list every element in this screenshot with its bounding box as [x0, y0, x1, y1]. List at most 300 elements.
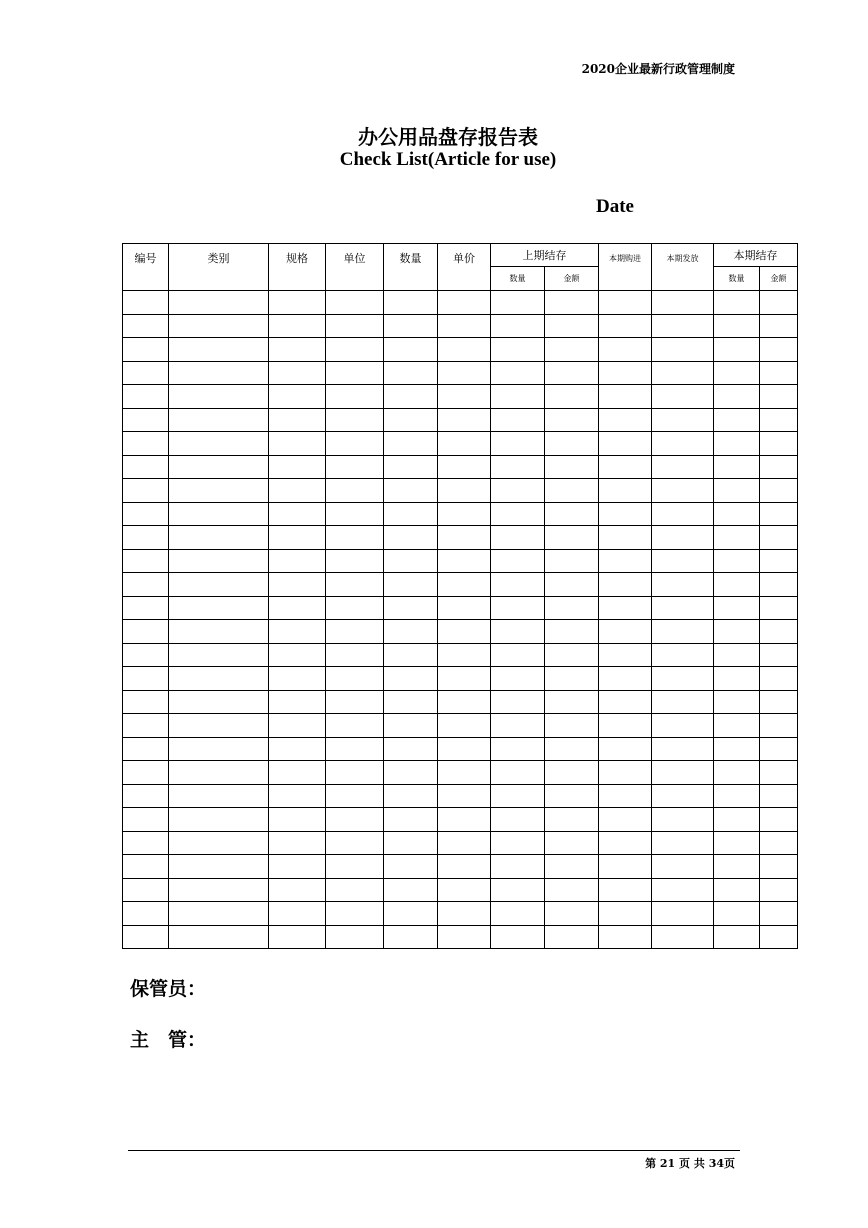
table-cell	[269, 737, 326, 761]
table-row	[123, 737, 798, 761]
table-cell	[652, 314, 714, 338]
table-cell	[491, 408, 545, 432]
table-cell	[123, 808, 169, 832]
table-row	[123, 761, 798, 785]
table-cell	[491, 596, 545, 620]
table-cell	[491, 643, 545, 667]
table-cell	[760, 737, 798, 761]
table-cell	[169, 902, 269, 926]
table-cell	[384, 408, 438, 432]
table-cell	[599, 526, 652, 550]
table-cell	[326, 925, 384, 949]
table-row	[123, 855, 798, 879]
table-cell	[491, 714, 545, 738]
table-cell	[169, 573, 269, 597]
table-cell	[326, 573, 384, 597]
table-cell	[384, 314, 438, 338]
table-row	[123, 784, 798, 808]
table-cell	[384, 361, 438, 385]
table-cell	[714, 432, 760, 456]
table-cell	[326, 667, 384, 691]
table-cell	[491, 784, 545, 808]
table-cell	[599, 408, 652, 432]
table-cell	[760, 573, 798, 597]
table-cell	[545, 314, 599, 338]
table-cell	[123, 549, 169, 573]
table-cell	[438, 667, 491, 691]
table-cell	[714, 361, 760, 385]
table-cell	[491, 855, 545, 879]
table-cell	[545, 338, 599, 362]
table-cell	[123, 502, 169, 526]
table-cell	[384, 784, 438, 808]
table-cell	[652, 737, 714, 761]
table-cell	[652, 455, 714, 479]
table-cell	[438, 479, 491, 503]
table-cell	[714, 455, 760, 479]
table-cell	[326, 502, 384, 526]
table-cell	[599, 855, 652, 879]
table-cell	[326, 808, 384, 832]
table-cell	[269, 761, 326, 785]
table-cell	[714, 385, 760, 409]
table-cell	[269, 338, 326, 362]
table-cell	[545, 620, 599, 644]
table-cell	[326, 596, 384, 620]
table-cell	[326, 831, 384, 855]
header-spec: 规格	[269, 244, 326, 291]
table-row	[123, 385, 798, 409]
table-cell	[545, 667, 599, 691]
table-cell	[123, 902, 169, 926]
table-cell	[652, 385, 714, 409]
table-cell	[491, 291, 545, 315]
table-cell	[652, 808, 714, 832]
table-cell	[269, 408, 326, 432]
table-cell	[326, 361, 384, 385]
table-row	[123, 455, 798, 479]
table-cell	[384, 385, 438, 409]
header-unit-price: 单价	[438, 244, 491, 291]
table-cell	[491, 549, 545, 573]
table-row	[123, 878, 798, 902]
table-cell	[438, 784, 491, 808]
table-cell	[599, 761, 652, 785]
table-cell	[384, 690, 438, 714]
table-cell	[545, 784, 599, 808]
table-cell	[326, 643, 384, 667]
table-cell	[169, 549, 269, 573]
table-row	[123, 925, 798, 949]
subheader-curr-amount: 金额	[760, 267, 798, 291]
table-cell	[652, 690, 714, 714]
header-prev-balance: 上期结存	[491, 244, 599, 267]
table-cell	[652, 761, 714, 785]
table-row	[123, 291, 798, 315]
table-cell	[438, 925, 491, 949]
table-cell	[652, 925, 714, 949]
table-cell	[652, 902, 714, 926]
table-cell	[714, 573, 760, 597]
table-cell	[491, 808, 545, 832]
table-cell	[269, 596, 326, 620]
table-cell	[269, 902, 326, 926]
table-cell	[123, 596, 169, 620]
table-cell	[169, 596, 269, 620]
table-cell	[760, 831, 798, 855]
table-cell	[269, 432, 326, 456]
table-cell	[714, 878, 760, 902]
table-cell	[760, 620, 798, 644]
table-cell	[599, 573, 652, 597]
table-cell	[326, 620, 384, 644]
table-cell	[760, 502, 798, 526]
table-cell	[123, 455, 169, 479]
table-cell	[714, 549, 760, 573]
table-cell	[438, 385, 491, 409]
table-cell	[714, 784, 760, 808]
subheader-prev-quantity: 数量	[491, 267, 545, 291]
table-cell	[599, 690, 652, 714]
table-row	[123, 596, 798, 620]
table-cell	[384, 878, 438, 902]
table-cell	[652, 432, 714, 456]
table-cell	[545, 831, 599, 855]
table-cell	[123, 761, 169, 785]
table-cell	[545, 690, 599, 714]
page-subtitle: Check List(Article for use)	[339, 149, 557, 170]
table-cell	[599, 596, 652, 620]
table-cell	[714, 902, 760, 926]
table-cell	[599, 737, 652, 761]
table-cell	[438, 596, 491, 620]
table-cell	[652, 549, 714, 573]
table-cell	[652, 338, 714, 362]
table-cell	[760, 479, 798, 503]
table-cell	[599, 338, 652, 362]
table-cell	[384, 291, 438, 315]
table-cell	[384, 502, 438, 526]
table-cell	[545, 902, 599, 926]
table-cell	[269, 455, 326, 479]
table-cell	[169, 432, 269, 456]
header-serial: 编号	[123, 244, 169, 291]
table-cell	[326, 408, 384, 432]
table-cell	[545, 737, 599, 761]
table-cell	[491, 455, 545, 479]
table-cell	[169, 808, 269, 832]
table-cell	[599, 667, 652, 691]
table-cell	[438, 902, 491, 926]
table-cell	[599, 385, 652, 409]
table-cell	[123, 643, 169, 667]
table-cell	[326, 432, 384, 456]
table-cell	[714, 761, 760, 785]
header-unit: 单位	[326, 244, 384, 291]
table-cell	[599, 902, 652, 926]
table-cell	[269, 714, 326, 738]
table-cell	[438, 831, 491, 855]
table-cell	[384, 667, 438, 691]
table-cell	[438, 549, 491, 573]
header-category: 类别	[169, 244, 269, 291]
table-cell	[545, 761, 599, 785]
table-cell	[384, 620, 438, 644]
table-cell	[545, 291, 599, 315]
table-cell	[169, 526, 269, 550]
table-cell	[714, 502, 760, 526]
table-cell	[384, 455, 438, 479]
table-cell	[269, 549, 326, 573]
table-cell	[326, 761, 384, 785]
table-cell	[545, 408, 599, 432]
table-cell	[599, 291, 652, 315]
table-cell	[545, 925, 599, 949]
table-cell	[326, 737, 384, 761]
table-cell	[438, 455, 491, 479]
table-cell	[123, 667, 169, 691]
table-cell	[545, 878, 599, 902]
table-cell	[599, 925, 652, 949]
table-cell	[760, 408, 798, 432]
table-cell	[326, 526, 384, 550]
table-cell	[384, 526, 438, 550]
table-cell	[269, 643, 326, 667]
table-cell	[545, 361, 599, 385]
table-cell	[123, 690, 169, 714]
table-cell	[652, 573, 714, 597]
table-cell	[714, 690, 760, 714]
table-cell	[123, 855, 169, 879]
table-cell	[169, 784, 269, 808]
table-cell	[599, 549, 652, 573]
table-cell	[123, 526, 169, 550]
table-cell	[714, 526, 760, 550]
table-cell	[491, 573, 545, 597]
manager-signature-label: 主 管：	[130, 1029, 207, 1051]
table-cell	[438, 338, 491, 362]
table-cell	[123, 925, 169, 949]
table-cell	[438, 408, 491, 432]
table-row	[123, 526, 798, 550]
table-cell	[438, 361, 491, 385]
table-cell	[384, 338, 438, 362]
table-cell	[714, 808, 760, 832]
table-cell	[599, 620, 652, 644]
table-row	[123, 620, 798, 644]
inventory-table	[122, 243, 798, 949]
table-cell	[169, 690, 269, 714]
table-cell	[491, 878, 545, 902]
table-cell	[169, 737, 269, 761]
table-cell	[269, 385, 326, 409]
table-cell	[545, 526, 599, 550]
table-cell	[384, 737, 438, 761]
table-cell	[545, 573, 599, 597]
table-cell	[169, 385, 269, 409]
table-cell	[545, 455, 599, 479]
table-cell	[384, 596, 438, 620]
table-cell	[169, 455, 269, 479]
table-cell	[438, 620, 491, 644]
table-cell	[760, 596, 798, 620]
header-quantity: 数量	[384, 244, 438, 291]
table-cell	[169, 831, 269, 855]
header-issue: 本期发放	[652, 244, 714, 291]
table-cell	[760, 878, 798, 902]
table-cell	[491, 502, 545, 526]
table-cell	[491, 925, 545, 949]
table-cell	[438, 573, 491, 597]
table-cell	[599, 479, 652, 503]
table-cell	[760, 714, 798, 738]
table-cell	[652, 831, 714, 855]
table-cell	[269, 502, 326, 526]
table-cell	[438, 808, 491, 832]
table-cell	[326, 855, 384, 879]
table-cell	[760, 338, 798, 362]
table-cell	[169, 925, 269, 949]
page-number: 第 21 页 共 34页	[645, 1157, 735, 1170]
table-cell	[169, 761, 269, 785]
table-cell	[760, 784, 798, 808]
table-cell	[714, 737, 760, 761]
table-cell	[169, 314, 269, 338]
table-cell	[760, 291, 798, 315]
table-cell	[123, 737, 169, 761]
table-cell	[438, 314, 491, 338]
table-row	[123, 338, 798, 362]
table-cell	[599, 361, 652, 385]
table-cell	[123, 714, 169, 738]
table-cell	[760, 761, 798, 785]
table-row	[123, 831, 798, 855]
table-cell	[545, 808, 599, 832]
table-cell	[326, 314, 384, 338]
table-cell	[123, 479, 169, 503]
table-cell	[652, 596, 714, 620]
table-cell	[714, 338, 760, 362]
table-cell	[545, 643, 599, 667]
table-row	[123, 502, 798, 526]
table-cell	[545, 479, 599, 503]
table-cell	[545, 432, 599, 456]
table-cell	[123, 361, 169, 385]
table-cell	[326, 549, 384, 573]
table-cell	[269, 784, 326, 808]
table-cell	[714, 667, 760, 691]
table-cell	[491, 361, 545, 385]
table-cell	[169, 667, 269, 691]
table-cell	[714, 408, 760, 432]
table-cell	[652, 291, 714, 315]
table-cell	[760, 690, 798, 714]
table-cell	[714, 855, 760, 879]
table-cell	[384, 549, 438, 573]
table-body	[123, 291, 798, 949]
table-cell	[384, 808, 438, 832]
table-cell	[652, 667, 714, 691]
table-cell	[438, 714, 491, 738]
table-cell	[269, 620, 326, 644]
table-cell	[123, 620, 169, 644]
table-cell	[760, 361, 798, 385]
table-cell	[652, 714, 714, 738]
table-cell	[169, 855, 269, 879]
table-cell	[169, 714, 269, 738]
table-cell	[269, 855, 326, 879]
table-row	[123, 714, 798, 738]
header-curr-balance: 本期结存	[714, 244, 798, 267]
table-cell	[438, 643, 491, 667]
table-cell	[491, 620, 545, 644]
table-cell	[714, 925, 760, 949]
table-cell	[384, 643, 438, 667]
table-cell	[652, 479, 714, 503]
table-cell	[491, 314, 545, 338]
table-cell	[269, 808, 326, 832]
table-cell	[491, 385, 545, 409]
table-cell	[326, 455, 384, 479]
table-cell	[269, 361, 326, 385]
table-cell	[384, 714, 438, 738]
table-cell	[652, 526, 714, 550]
table-cell	[714, 479, 760, 503]
table-cell	[760, 643, 798, 667]
table-cell	[269, 878, 326, 902]
table-cell	[760, 808, 798, 832]
table-cell	[269, 831, 326, 855]
table-cell	[169, 408, 269, 432]
table-cell	[169, 620, 269, 644]
table-cell	[169, 291, 269, 315]
table-cell	[438, 690, 491, 714]
table-cell	[123, 878, 169, 902]
table-cell	[652, 855, 714, 879]
table-cell	[714, 831, 760, 855]
table-row	[123, 314, 798, 338]
table-row	[123, 690, 798, 714]
table-cell	[599, 314, 652, 338]
table-cell	[714, 714, 760, 738]
table-cell	[438, 761, 491, 785]
table-cell	[123, 784, 169, 808]
table-cell	[438, 737, 491, 761]
table-cell	[169, 878, 269, 902]
table-cell	[491, 479, 545, 503]
table-row	[123, 479, 798, 503]
table-cell	[384, 902, 438, 926]
table-cell	[652, 784, 714, 808]
table-cell	[491, 667, 545, 691]
table-cell	[760, 667, 798, 691]
table-cell	[269, 573, 326, 597]
table-cell	[123, 408, 169, 432]
table-cell	[491, 338, 545, 362]
table-cell	[491, 761, 545, 785]
table-cell	[760, 925, 798, 949]
table-cell	[714, 596, 760, 620]
table-cell	[326, 784, 384, 808]
table-cell	[491, 432, 545, 456]
table-cell	[384, 432, 438, 456]
table-cell	[326, 902, 384, 926]
table-cell	[545, 714, 599, 738]
table-cell	[123, 314, 169, 338]
table-cell	[123, 831, 169, 855]
table-row	[123, 667, 798, 691]
table-cell	[326, 385, 384, 409]
